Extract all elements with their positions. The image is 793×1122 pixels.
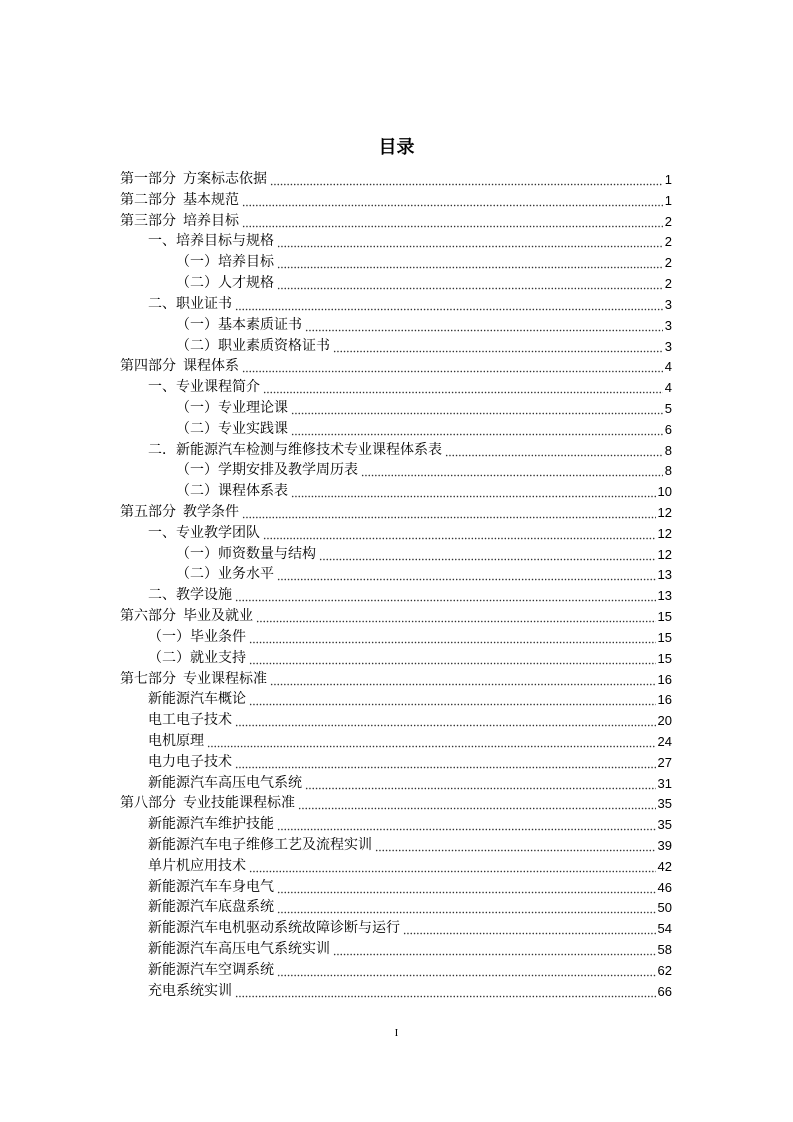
toc-section-entry[interactable]	[120, 232, 672, 253]
toc-entry-page-number: 8	[664, 442, 672, 458]
toc-entry-page-number: 16	[657, 692, 672, 708]
dot-leader	[277, 878, 656, 899]
toc-entry-page-number: 3	[664, 338, 672, 354]
dot-leader	[242, 212, 663, 233]
dot-leader	[277, 565, 656, 586]
toc-entry-title: 新能源汽车高压电气系统	[148, 775, 302, 791]
toc-entry-page-number: 31	[657, 775, 672, 791]
toc-entry-title: （一）专业理论课	[176, 400, 288, 416]
toc-section-entry[interactable]	[120, 753, 672, 774]
dot-leader	[445, 441, 663, 462]
dot-leader	[235, 753, 656, 774]
toc-section-entry[interactable]	[120, 378, 672, 399]
toc-entry-page-number: 12	[657, 546, 672, 562]
dot-leader	[242, 503, 656, 524]
toc-entry-title: 第七部分 专业课程标准	[120, 671, 267, 687]
toc-entry-page-number: 6	[664, 421, 672, 437]
toc-entry-page-number: 4	[664, 359, 672, 375]
dot-leader	[277, 961, 656, 982]
dot-leader	[319, 545, 656, 566]
dot-leader	[242, 191, 663, 212]
toc-section-entry[interactable]	[120, 774, 672, 795]
toc-subsection-entry[interactable]	[120, 337, 672, 358]
dot-leader	[249, 649, 656, 670]
toc-entry-title: 一、专业教学团队	[148, 525, 260, 541]
toc-entry-page-number: 13	[657, 567, 672, 583]
toc-entry-title: 第八部分 专业技能课程标准	[120, 796, 295, 812]
toc-entry-title: （二）业务水平	[176, 567, 274, 583]
toc-entry-title: 二、教学设施	[148, 588, 232, 604]
toc-entry-page-number: 50	[657, 900, 672, 916]
dot-leader	[277, 898, 656, 919]
toc-entry-title: （一）培养目标	[176, 255, 274, 271]
toc-entry-title: 充电系统实训	[148, 983, 232, 999]
toc-subsection-entry[interactable]	[120, 461, 672, 482]
dot-leader	[305, 774, 656, 795]
toc-entry-title: （一）基本素质证书	[176, 317, 302, 333]
toc-entry-title: 一、培养目标与规格	[148, 234, 274, 250]
toc-entry-page-number: 2	[664, 234, 672, 250]
toc-entry-page-number: 2	[664, 276, 672, 292]
toc-subsection-entry[interactable]	[120, 316, 672, 337]
toc-entry-title: 第三部分 培养目标	[120, 213, 239, 229]
toc-entry-page-number: 5	[664, 400, 672, 416]
dot-leader	[249, 690, 656, 711]
toc-entry-page-number: 39	[657, 838, 672, 853]
toc-section-entry[interactable]	[120, 940, 672, 961]
toc-entry-title: 二．新能源汽车检测与维修技术专业课程体系表	[148, 442, 442, 458]
toc-entry-page-number: 2	[664, 255, 672, 271]
toc-entry-title: 新能源汽车电子维修工艺及流程实训	[148, 838, 372, 853]
dot-leader	[263, 378, 663, 399]
dot-leader	[263, 524, 656, 545]
dot-leader	[298, 794, 656, 815]
toc-entry-page-number: 3	[664, 317, 672, 333]
toc-section-entry[interactable]	[120, 961, 672, 982]
toc-subsection-entry[interactable]	[120, 253, 672, 274]
toc-entry-title: 单片机应用技术	[148, 858, 246, 874]
toc-entry-title: （二）专业实践课	[176, 421, 288, 437]
toc-entry-title: 电机原理	[148, 733, 204, 749]
toc-subsection-entry[interactable]	[120, 399, 672, 420]
dot-leader	[270, 670, 656, 691]
toc-part-entry[interactable]	[120, 191, 672, 212]
dot-leader	[270, 170, 663, 191]
toc-part-entry[interactable]	[120, 503, 672, 524]
toc-section-entry[interactable]	[120, 711, 672, 732]
dot-leader	[249, 857, 656, 878]
dot-leader	[235, 586, 656, 607]
dot-leader	[277, 253, 663, 274]
dot-leader	[235, 982, 656, 1003]
toc-entry-title: 电力电子技术	[148, 754, 232, 770]
dot-leader	[277, 232, 663, 253]
toc-entry-title: 第六部分 毕业及就业	[120, 609, 253, 625]
toc-part-entry[interactable]	[120, 670, 672, 691]
toc-entry-page-number: 12	[657, 505, 672, 520]
dot-leader	[291, 399, 663, 420]
dot-leader	[291, 482, 656, 503]
dot-leader	[277, 274, 663, 295]
toc-entry-title: 第一部分 方案标志依据	[120, 172, 267, 187]
toc-entry-title: （一）师资数量与结构	[176, 546, 316, 562]
toc-entry-title: （二）课程体系表	[176, 484, 288, 500]
table-of-contents	[120, 170, 672, 1003]
toc-entry-page-number: 58	[657, 942, 672, 958]
toc-entry-page-number: 35	[657, 817, 672, 833]
toc-entry-page-number: 24	[657, 733, 672, 749]
toc-entry-title: （二）职业素质资格证书	[176, 338, 330, 354]
toc-subsection-entry[interactable]	[120, 565, 672, 586]
dot-leader	[249, 628, 656, 649]
toc-entry-page-number: 3	[664, 296, 672, 312]
toc-subsection-entry[interactable]	[120, 274, 672, 295]
toc-entry-title: （二）就业支持	[148, 650, 246, 666]
dot-leader	[333, 940, 656, 961]
toc-entry-title: 新能源汽车电机驱动系统故障诊断与运行	[148, 921, 400, 937]
dot-leader	[235, 295, 663, 316]
toc-part-entry[interactable]	[120, 794, 672, 815]
toc-section-entry[interactable]	[120, 815, 672, 836]
toc-entry-page-number: 46	[657, 879, 672, 895]
toc-subsection-entry[interactable]	[120, 482, 672, 503]
toc-part-entry[interactable]	[120, 212, 672, 233]
toc-entry-title: 新能源汽车概论	[148, 692, 246, 708]
toc-entry-title: 电工电子技术	[148, 713, 232, 729]
toc-entry-page-number: 15	[657, 609, 672, 625]
toc-entry-title: 一、专业课程简介	[148, 380, 260, 396]
toc-entry-page-number: 66	[657, 983, 672, 999]
toc-entry-page-number: 20	[657, 713, 672, 729]
toc-entry-title: 第五部分 教学条件	[120, 505, 239, 520]
toc-entry-title: 新能源汽车高压电气系统实训	[148, 942, 330, 958]
dot-leader	[375, 836, 656, 857]
toc-entry-title: 新能源汽车空调系统	[148, 962, 274, 978]
dot-leader	[207, 732, 656, 753]
toc-section-entry[interactable]	[120, 836, 672, 857]
dot-leader	[235, 711, 656, 732]
toc-section-entry[interactable]	[120, 524, 672, 545]
toc-section-entry[interactable]	[120, 898, 672, 919]
dot-leader	[242, 357, 663, 378]
toc-entry-title: 第二部分 基本规范	[120, 192, 239, 208]
toc-entry-page-number: 4	[664, 380, 672, 396]
toc-entry-title: 新能源汽车维护技能	[148, 817, 274, 833]
dot-leader	[277, 815, 656, 836]
toc-entry-page-number: 15	[657, 650, 672, 666]
toc-entry-title: 二、职业证书	[148, 296, 232, 312]
toc-entry-page-number: 42	[657, 858, 672, 874]
dot-leader	[333, 337, 663, 358]
footer-page-number: I	[394, 1027, 399, 1039]
toc-section-entry[interactable]	[120, 732, 672, 753]
toc-entry-page-number: 13	[657, 588, 672, 604]
dot-leader	[361, 461, 663, 482]
toc-part-entry[interactable]	[120, 607, 672, 628]
toc-heading: 目录	[378, 137, 415, 158]
toc-section-entry[interactable]	[120, 878, 672, 899]
toc-section-entry[interactable]	[120, 919, 672, 940]
toc-section-entry[interactable]	[120, 295, 672, 316]
toc-section-entry[interactable]	[120, 982, 672, 1003]
toc-section-entry[interactable]	[120, 649, 672, 670]
toc-entry-page-number: 10	[657, 484, 672, 500]
toc-part-entry[interactable]	[120, 170, 672, 191]
toc-section-entry[interactable]	[120, 690, 672, 711]
toc-entry-title: （一）学期安排及教学周历表	[176, 463, 358, 479]
toc-entry-page-number: 35	[657, 796, 672, 812]
toc-part-entry[interactable]	[120, 357, 672, 378]
toc-entry-page-number: 8	[664, 463, 672, 479]
toc-section-entry[interactable]	[120, 857, 672, 878]
toc-subsection-entry[interactable]	[120, 420, 672, 441]
toc-subsection-entry[interactable]	[120, 545, 672, 566]
toc-entry-title: 新能源汽车车身电气	[148, 879, 274, 895]
toc-section-entry[interactable]	[120, 441, 672, 462]
dot-leader	[256, 607, 656, 628]
toc-entry-page-number: 27	[657, 754, 672, 770]
toc-entry-page-number: 54	[657, 921, 672, 937]
toc-entry-page-number: 1	[664, 192, 672, 208]
toc-entry-title: 第四部分 课程体系	[120, 359, 239, 375]
toc-entry-page-number: 15	[657, 629, 672, 645]
toc-section-entry[interactable]	[120, 628, 672, 649]
toc-entry-page-number: 12	[657, 525, 672, 541]
toc-section-entry[interactable]	[120, 586, 672, 607]
dot-leader	[403, 919, 656, 940]
toc-entry-page-number: 2	[664, 213, 672, 229]
dot-leader	[305, 316, 663, 337]
toc-entry-title: （二）人才规格	[176, 276, 274, 292]
toc-entry-page-number: 1	[664, 172, 672, 187]
toc-entry-page-number: 16	[657, 671, 672, 687]
dot-leader	[291, 420, 663, 441]
toc-entry-title: 新能源汽车底盘系统	[148, 900, 274, 916]
toc-entry-page-number: 62	[657, 962, 672, 978]
toc-entry-title: （一）毕业条件	[148, 629, 246, 645]
